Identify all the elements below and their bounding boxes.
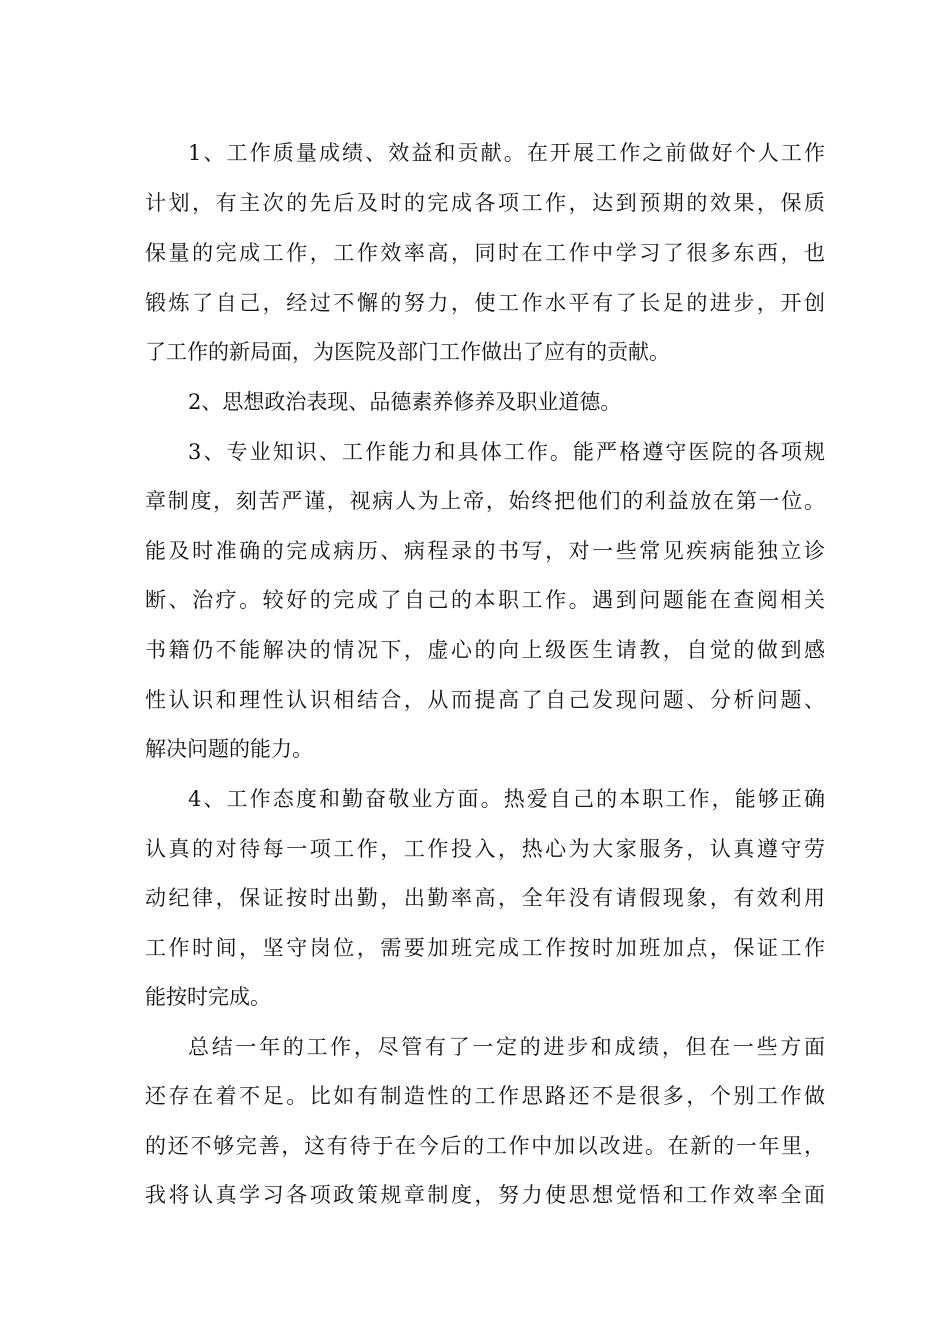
paragraph-1-line-3: 保量的完成工作，工作效率高，同时在工作中学习了很多东西，也 bbox=[145, 241, 825, 265]
paragraph-2-line-1: 2、思想政治表现、品德素养修养及职业道德。 bbox=[188, 390, 622, 414]
paragraph-1-line-5: 了工作的新局面，为医院及部门工作做出了应有的贡献。 bbox=[145, 340, 670, 364]
paragraph-1-line-1: 1、工作质量成绩、效益和贡献。在开展工作之前做好个人工作 bbox=[188, 141, 825, 165]
paragraph-3-line-5: 书籍仍不能解决的情况下，虚心的向上级医生请教，自觉的做到感 bbox=[145, 638, 825, 662]
paragraph-3-line-3: 能及时准确的完成病历、病程录的书写，对一些常见疾病能独立诊 bbox=[145, 539, 825, 563]
paragraph-1-line-2: 计划，有主次的先后及时的完成各项工作，达到预期的效果，保质 bbox=[145, 191, 825, 215]
paragraph-4-line-1: 4、工作态度和勤奋敬业方面。热爱自己的本职工作，能够正确 bbox=[188, 787, 825, 811]
paragraph-5-line-4: 我将认真学习各项政策规章制度，努力使思想觉悟和工作效率全面 bbox=[145, 1183, 825, 1207]
paragraph-3-line-6: 性认识和理性认识相结合，从而提高了自己发现问题、分析问题、 bbox=[145, 688, 825, 712]
paragraph-4-line-3: 动纪律，保证按时出勤，出勤率高，全年没有请假现象，有效利用 bbox=[145, 886, 825, 910]
paragraph-4-line-2: 认真的对待每一项工作，工作投入，热心为大家服务，认真遵守劳 bbox=[145, 837, 825, 861]
paragraph-3-line-1: 3、专业知识、工作能力和具体工作。能严格遵守医院的各项规 bbox=[188, 440, 825, 464]
paragraph-3-line-4: 断、治疗。较好的完成了自己的本职工作。遇到问题能在查阅相关 bbox=[145, 588, 825, 612]
paragraph-5-line-2: 还存在着不足。比如有制造性的工作思路还不是很多，个别工作做 bbox=[145, 1084, 825, 1108]
paragraph-3-line-7: 解决问题的能力。 bbox=[145, 737, 313, 761]
paragraph-3-line-2: 章制度，刻苦严谨，视病人为上帝，始终把他们的利益放在第一位。 bbox=[145, 489, 825, 513]
paragraph-4-line-4: 工作时间，坚守岗位，需要加班完成工作按时加班加点，保证工作 bbox=[145, 936, 825, 960]
paragraph-4-line-5: 能按时完成。 bbox=[145, 985, 271, 1009]
paragraph-1-line-4: 锻炼了自己，经过不懈的努力，使工作水平有了长足的进步，开创 bbox=[145, 291, 825, 315]
paragraph-5-line-3: 的还不够完善，这有待于在今后的工作中加以改进。在新的一年里， bbox=[145, 1134, 825, 1158]
paragraph-5-line-1: 总结一年的工作，尽管有了一定的进步和成绩，但在一些方面 bbox=[188, 1035, 825, 1059]
